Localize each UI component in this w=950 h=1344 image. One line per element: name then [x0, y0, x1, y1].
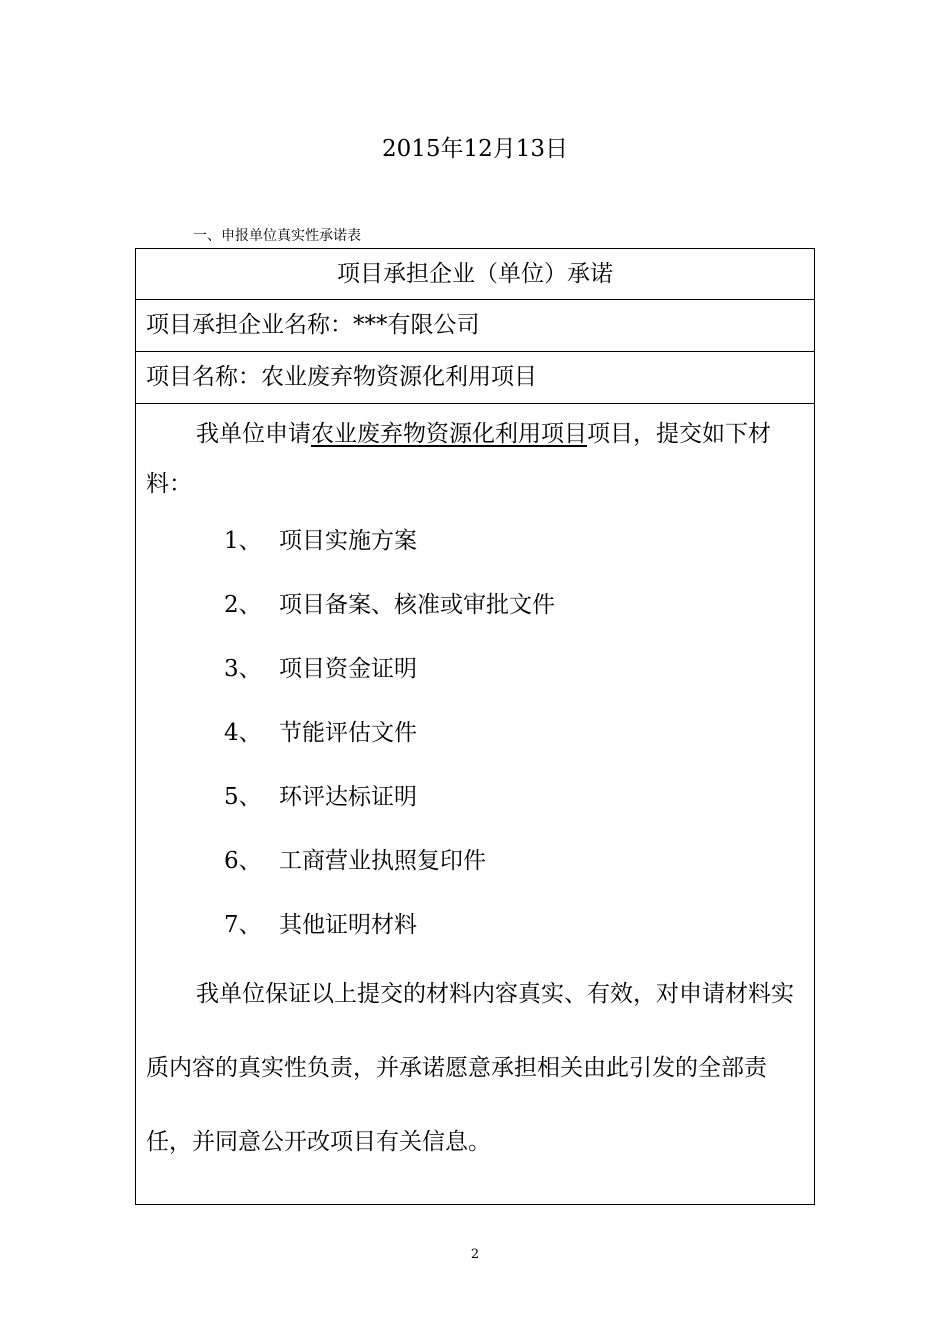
- list-item: [146, 829, 804, 893]
- intro-suffix: 项目，提交如下材料：: [146, 421, 771, 497]
- list-item-text: 节能评估文件: [279, 720, 417, 746]
- materials-list: [146, 509, 804, 957]
- intro-project-name: 农业废弃物资源化利用项目: [311, 421, 587, 447]
- intro-paragraph: [146, 404, 804, 509]
- pledge-paragraph: 我单位保证以上提交的材料内容真实、有效，对申请材料实质内容的真实性负责，并承诺愿意承担相关由此引发的全部责任，并同意公开改项目有关信息。: [146, 981, 794, 1155]
- project-name-value: 农业废弃物资源化利用项目: [261, 364, 537, 390]
- table-title: 项目承担企业（单位）承诺: [136, 249, 814, 300]
- list-item-number: 2、: [224, 592, 262, 618]
- list-item-text: 其他证明材料: [279, 912, 417, 938]
- company-name-row: [136, 300, 814, 352]
- list-item-text: 项目资金证明: [279, 656, 417, 682]
- intro-prefix: 我单位申请: [196, 421, 311, 447]
- document-date: 2015年12月13日: [381, 136, 569, 162]
- list-item: [146, 509, 804, 573]
- list-item: [146, 573, 804, 637]
- list-item-number: 4、: [224, 720, 262, 746]
- list-item-text: 工商营业执照复印件: [279, 848, 486, 874]
- page-number: 2: [470, 1247, 480, 1262]
- commitment-body: [136, 404, 814, 1179]
- list-item-number: 6、: [224, 848, 262, 874]
- list-item-number: 7、: [224, 912, 262, 938]
- list-item: [146, 701, 804, 765]
- project-name-label: 项目名称：: [146, 364, 261, 390]
- company-name-value: ***有限公司: [353, 312, 480, 338]
- company-name-label: 项目承担企业名称：: [146, 312, 353, 338]
- list-item: [146, 893, 804, 957]
- table-caption: 一、申报单位真实性承诺表: [193, 228, 361, 244]
- project-name-row: [136, 352, 814, 404]
- list-item-text: 项目备案、核准或审批文件: [279, 592, 555, 618]
- list-item: [146, 765, 804, 829]
- list-item-text: 环评达标证明: [279, 784, 417, 810]
- list-item-number: 5、: [224, 784, 262, 810]
- commitment-table: [135, 248, 815, 1205]
- list-item: [146, 637, 804, 701]
- list-item-text: 项目实施方案: [279, 528, 417, 554]
- list-item-number: 1、: [224, 528, 262, 554]
- list-item-number: 3、: [224, 656, 262, 682]
